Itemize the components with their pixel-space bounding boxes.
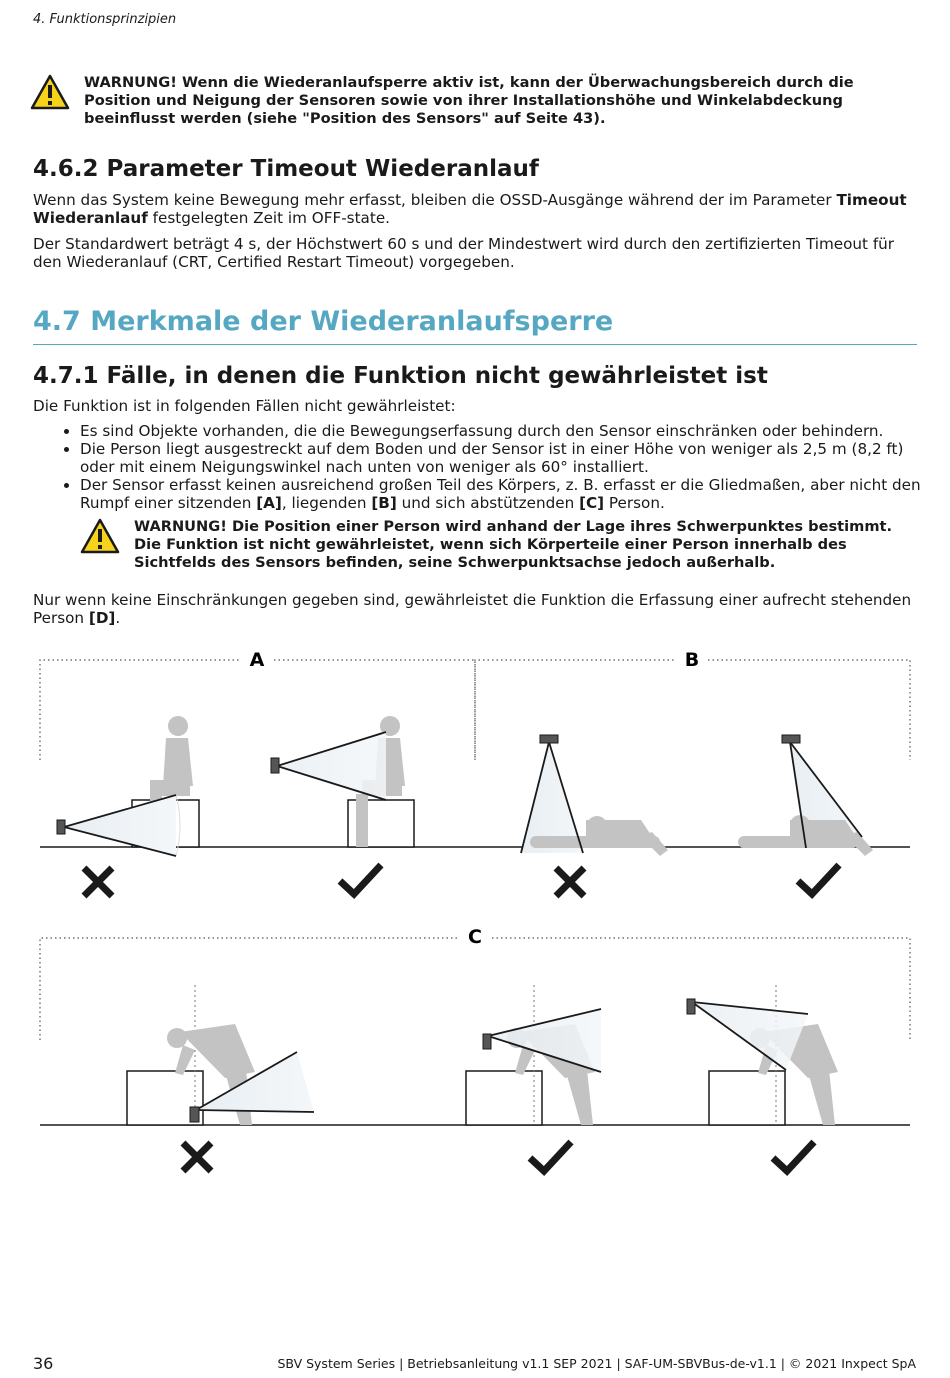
cross-icon xyxy=(84,868,112,896)
case-b-high-angle xyxy=(738,735,873,856)
case-c-floor-sensor xyxy=(127,985,314,1125)
case-b-low-angle xyxy=(521,735,668,856)
cross-icon xyxy=(183,1143,211,1171)
page-number: 36 xyxy=(33,1354,54,1373)
check-icon xyxy=(773,1142,814,1171)
case-c-high-sensor xyxy=(687,985,838,1125)
figure-label-c: C xyxy=(468,926,482,948)
footer-info: SBV System Series | Betriebsanleitung v1.1 SEP 2021 | SAF-UM-SBVBus-de-v1.1 | © 2021 Inxpect SpA xyxy=(277,1356,916,1371)
figure-label-a: A xyxy=(249,649,265,671)
running-head: 4. Funktionsprinzipien xyxy=(33,12,177,27)
section-heading-4-7: 4.7 Merkmale der Wiederanlaufsperre xyxy=(33,306,614,337)
paragraph-default-values: Der Standardwert beträgt 4 s, der Höchstwert 60 s und der Mindestwert wird durch den zertifizierten Timeout für den Wiederanlauf (CRT, Certified Restart Timeout) vorgegeben. xyxy=(33,235,895,271)
figure-label-b: B xyxy=(684,649,700,671)
list-item: • Die Person liegt ausgestreckt auf dem Boden und der Sensor ist in einer Höhe von weniger als 2,5 m (8,2 ft) oder mit einem Neigungswinkel nach unten von weniger als 60° installiert. xyxy=(80,440,921,476)
case-a-high-sensor xyxy=(271,716,414,847)
warning-box-restart-lock xyxy=(30,74,890,128)
warning-triangle-icon xyxy=(80,518,120,554)
warning-box-center-of-gravity xyxy=(80,518,900,572)
check-icon xyxy=(340,865,381,894)
warning-text: WARNUNG! Wenn die Wiederanlaufsperre aktiv ist, kann der Überwachungsbereich durch die Position und Neigung der Sensoren sowie von ihrer Installationshöhe und Winkelabdeckung beeinflusst werden (siehe "Position des Sensors" auf Seite 43). xyxy=(84,74,854,127)
detection-cases-figure xyxy=(0,640,950,1200)
cases-list xyxy=(33,422,921,512)
list-item: • Es sind Objekte vorhanden, die die Bewegungserfassung durch den Sensor einschränken oder behindern. xyxy=(80,422,921,440)
case-c-mid-sensor xyxy=(466,985,601,1125)
warning-triangle-icon xyxy=(30,74,70,110)
check-icon xyxy=(798,865,839,894)
paragraph-intro: Die Funktion ist in folgenden Fällen nicht gewährleistet: xyxy=(33,397,456,415)
cross-icon xyxy=(556,868,584,896)
heading-rule xyxy=(33,344,917,345)
section-heading-4-6-2: 4.6.2 Parameter Timeout Wiederanlauf xyxy=(33,156,539,182)
check-icon xyxy=(530,1142,571,1171)
paragraph-closing: Nur wenn keine Einschränkungen gegeben sind, gewährleistet die Funktion die Erfassung einer aufrecht stehenden Person [D]. xyxy=(33,591,912,627)
parameter-name: Timeout Wiederanlauf xyxy=(33,191,907,227)
case-a-low-sensor xyxy=(57,716,199,856)
section-heading-4-7-1: 4.7.1 Fälle, in denen die Funktion nicht gewährleistet ist xyxy=(33,363,768,389)
paragraph-timeout: Wenn das System keine Bewegung mehr erfasst, bleiben die OSSD-Ausgänge während der im Parameter Timeout Wiederanlauf festgelegten Zeit im OFF-state. xyxy=(33,191,907,227)
warning-text: WARNUNG! Die Position einer Person wird anhand der Lage ihres Schwerpunktes bestimmt. Die Funktion ist nicht gewährleistet, wenn sich Körperteile einer Person innerhalb des Sichtfelds des Sensors befinden, seine Schwerpunktsachse jedoch außerhalb. xyxy=(134,518,893,571)
list-item: • Der Sensor erfasst keinen ausreichend großen Teil des Körpers, z. B. erfasst er die Gliedmaßen, aber nicht den Rumpf einer sitzenden [A], liegenden [B] und sich abstützenden [C] Person. xyxy=(80,476,921,512)
